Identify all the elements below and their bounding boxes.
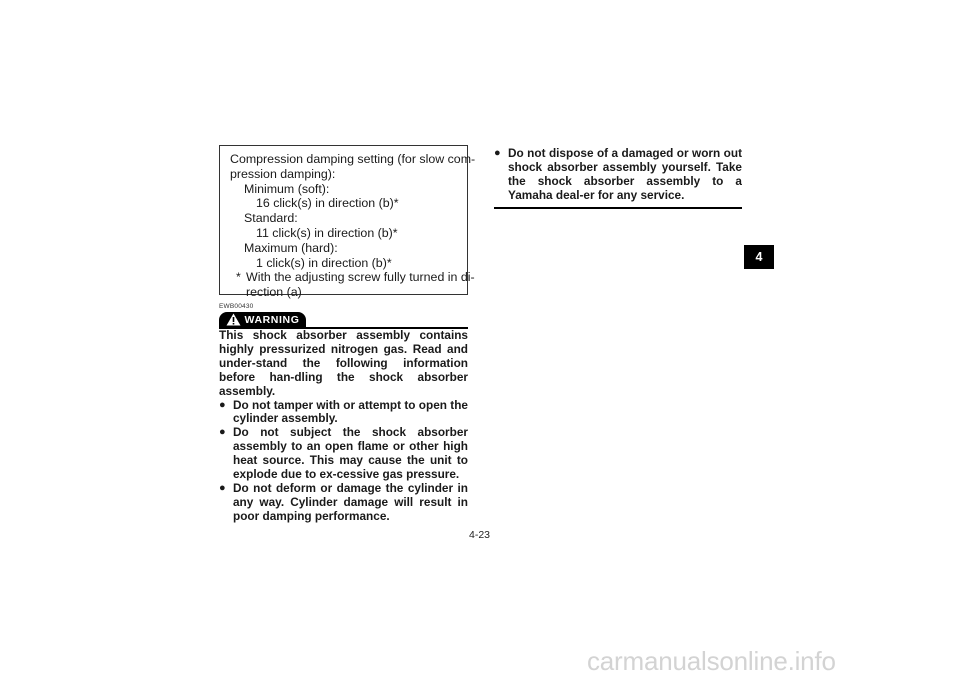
spec-line: 1 click(s) in direction (b)* (256, 255, 392, 270)
spec-footnote (230, 270, 475, 300)
warning-label: WARNING (244, 313, 300, 326)
warning-item-text: Do not tamper with or attempt to open the cylinder assembly. (233, 397, 468, 426)
bullet-icon: ● (494, 147, 501, 159)
spec-note-line: rection (a) (246, 285, 302, 300)
warning-item-text: Do not subject the shock absorber assembly to an open flame or other high heat source. This may cause the unit to explode due to ex-cessive gas pressure. (233, 425, 468, 482)
bullet-icon: ● (219, 398, 226, 411)
warning-item-text: Do not dispose of a damaged or worn out shock absorber assembly yourself. Take the shock absorber assembly to a Yamaha deal-er for any service. (508, 146, 742, 202)
specification-box (219, 145, 476, 300)
warning-triangle-icon (226, 313, 241, 326)
spec-line: pression damping): (230, 166, 336, 181)
warning-item (219, 399, 468, 427)
warning-continued (494, 147, 742, 203)
warning-item-text: Do not deform or damage the cylinder in any way. Cylinder damage will result in poor damping performance. (233, 480, 468, 523)
warning-item (494, 147, 742, 203)
page-number: 4-23 (469, 529, 491, 541)
spec-line: Standard: (244, 211, 298, 226)
warning-code: EWB00430 (219, 303, 254, 310)
watermark: carmanualsonline.info (587, 646, 836, 676)
chapter-tab: 4 (744, 245, 774, 269)
warning-intro: This shock absorber assembly contains highly pressurized nitrogen gas. Read and under-stand the following information before han-dling the shock absorber assembly. (219, 328, 468, 398)
spec-line: Minimum (soft): (244, 181, 330, 196)
spec-line: 11 click(s) in direction (b)* (256, 225, 398, 240)
spec-line: Compression damping setting (for slow com- (230, 152, 476, 166)
warning-badge (219, 312, 306, 327)
footnote-marker: * (236, 270, 241, 285)
warning-body (219, 329, 468, 524)
spec-line: Maximum (hard): (244, 240, 338, 255)
spec-note-line: With the adjusting screw fully turned in di- (246, 270, 475, 285)
spec-line: 16 click(s) in direction (b)* (256, 196, 399, 211)
warning-item (219, 426, 468, 482)
bullet-icon: ● (219, 426, 226, 439)
warning-bottom-rule (494, 207, 742, 209)
warning-item (219, 482, 468, 524)
bullet-icon: ● (219, 481, 226, 494)
